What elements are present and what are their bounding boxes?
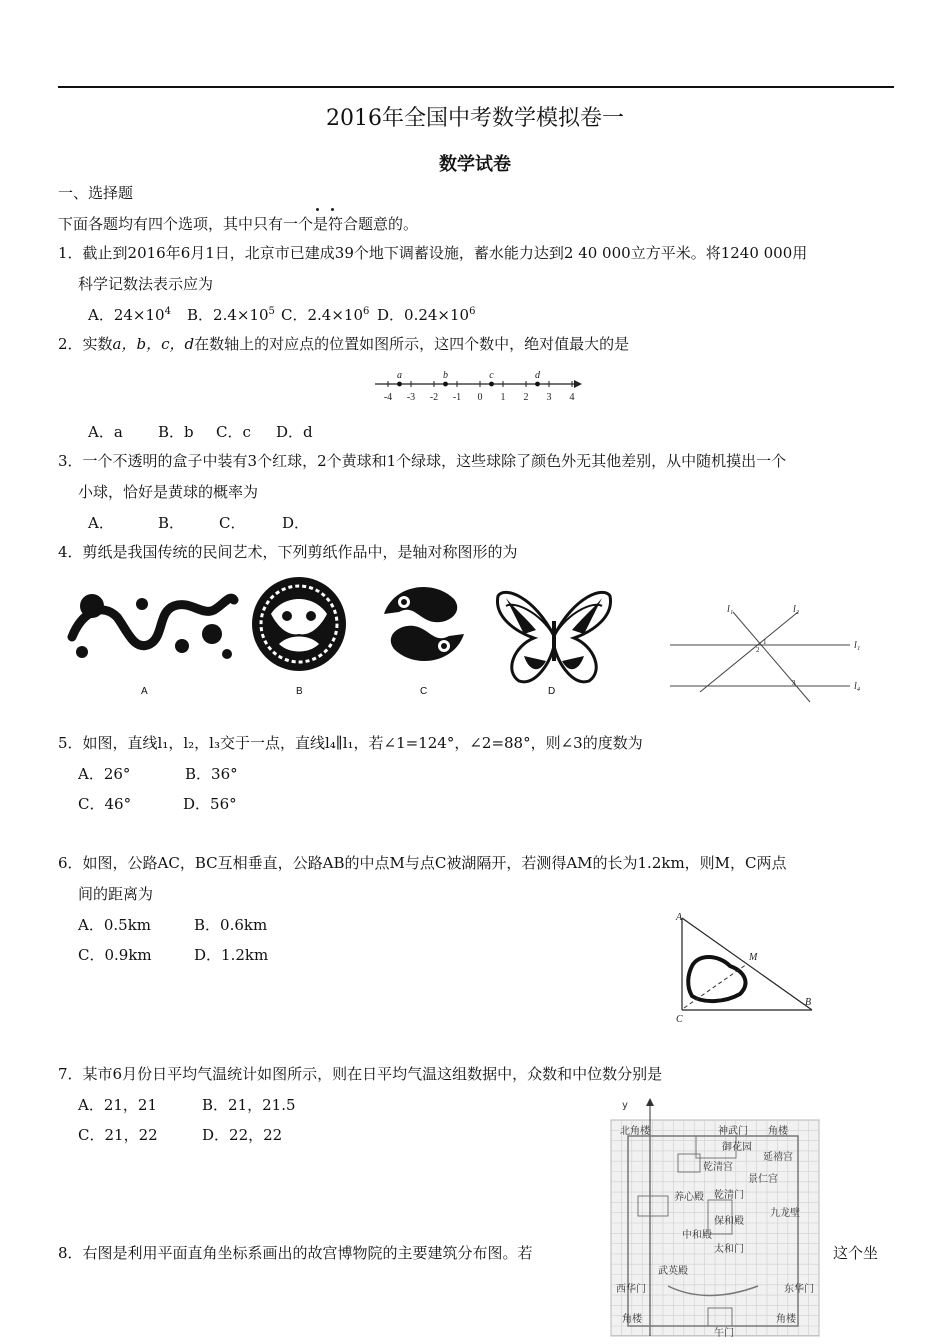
map-corner-se: 角楼 bbox=[776, 1314, 796, 1325]
q4-stem: 4．剪纸是我国传统的民间艺术，下列剪纸作品中，是轴对称图形的为 bbox=[58, 543, 518, 561]
label-l4-right: l₄ bbox=[854, 681, 861, 692]
q7-stem: 7．某市6月份日平均气温统计如图所示，则在日平均气温这组数据中，众数和中位数分别是 bbox=[58, 1065, 663, 1083]
map-wu-gate: 午门 bbox=[714, 1328, 734, 1339]
papercut-caption-c: C bbox=[420, 686, 428, 697]
line-l3 bbox=[733, 612, 810, 702]
q1-option-a[interactable] bbox=[88, 304, 171, 325]
q1-option-d-exp: 6 bbox=[469, 306, 476, 317]
map-jingren-palace: 景仁宫 bbox=[748, 1174, 778, 1185]
q1-option-c-exp: 6 bbox=[363, 306, 370, 317]
q7-option-b[interactable]: B．21，21.5 bbox=[202, 1096, 296, 1114]
q5-option-d[interactable]: D．56° bbox=[183, 795, 237, 813]
label-l1-right: l₁ bbox=[854, 640, 861, 651]
map-qianqing-gate: 乾清门 bbox=[714, 1190, 744, 1201]
q5-option-b[interactable]: B．36° bbox=[185, 765, 238, 783]
number-line-tick-label: -2 bbox=[429, 392, 439, 403]
q3-option-c[interactable]: C． bbox=[219, 514, 246, 532]
number-line-point-d bbox=[535, 382, 540, 387]
q5-option-a[interactable]: A．26° bbox=[78, 765, 131, 783]
label-l2-top: l₂ bbox=[793, 604, 800, 615]
q7-option-d[interactable]: D．22，22 bbox=[202, 1126, 283, 1144]
point-a-label: A bbox=[676, 912, 683, 923]
page-subtitle: 数学试卷 bbox=[439, 154, 511, 175]
q2-stem bbox=[58, 334, 629, 354]
section-instruction: 下面各题均有四个选项，其中只有一个是符合题意的。 bbox=[58, 215, 419, 233]
q3-option-b[interactable]: B． bbox=[158, 514, 185, 532]
q6-option-d[interactable]: D．1.2km bbox=[194, 946, 269, 964]
point-b-label: B bbox=[805, 997, 812, 1008]
q6-option-c[interactable]: C．0.9km bbox=[78, 946, 152, 964]
angle-2-label: 2 bbox=[756, 646, 760, 654]
number-line-point-label-c: c bbox=[489, 370, 494, 381]
number-line-point-c bbox=[489, 382, 494, 387]
angle-1-label: 1 bbox=[763, 638, 767, 646]
emphasis-dot bbox=[316, 208, 319, 211]
q1-option-a-text: A．24×10 bbox=[88, 306, 165, 324]
q2-stem-post: 在数轴上的对应点的位置如图所示，这四个数中，绝对值最大的是 bbox=[194, 335, 630, 353]
map-baohe-hall: 保和殿 bbox=[714, 1216, 744, 1227]
q3-stem-line2: 小球，恰好是黄球的概率为 bbox=[78, 483, 259, 501]
map-north-label: 北 bbox=[620, 1126, 630, 1137]
q6-option-a[interactable]: A．0.5km bbox=[78, 916, 152, 934]
intersecting-lines-figure bbox=[670, 600, 870, 705]
number-line-tick-label: 3 bbox=[546, 392, 552, 403]
number-line-figure bbox=[370, 367, 590, 411]
q2-option-a[interactable]: A．a bbox=[88, 423, 123, 441]
lake-triangle-figure bbox=[668, 910, 828, 1025]
q2-option-d[interactable]: D．d bbox=[276, 423, 313, 441]
q6-stem-line1: 6．如图，公路AC，BC互相垂直，公路AB的中点M与点C被湖隔开，若测得AM的长为1.2km，则M，C两点 bbox=[58, 854, 787, 872]
q1-option-b-exp: 5 bbox=[268, 306, 275, 317]
angle-3-label: 3 bbox=[792, 679, 796, 687]
number-line-tick-label: 2 bbox=[523, 392, 529, 403]
number-line-point-label-a: a bbox=[397, 370, 402, 381]
number-line-point-label-d: d bbox=[535, 370, 540, 381]
number-line-arrow bbox=[574, 380, 582, 388]
header-rule bbox=[58, 86, 894, 88]
map-donghua-gate: 东华门 bbox=[784, 1284, 814, 1295]
q5-stem: 5．如图，直线l₁，l₂，l₃交于一点，直线l₄∥l₁，若∠1=124°，∠2=88°，则∠3的度数为 bbox=[58, 734, 643, 752]
q2-stem-pre: 2．实数 bbox=[58, 335, 113, 353]
q1-option-a-exp: 4 bbox=[164, 306, 171, 317]
q3-option-a[interactable]: A． bbox=[88, 514, 114, 532]
map-taihe-gate: 太和门 bbox=[714, 1244, 744, 1255]
q2-option-b[interactable]: B．b bbox=[158, 423, 194, 441]
number-line-tick-label: -3 bbox=[406, 392, 416, 403]
q8-stem: 8．右图是利用平面直角坐标系画出的故宫博物院的主要建筑分布图。若 bbox=[58, 1244, 533, 1262]
q2-option-c[interactable]: C．c bbox=[216, 423, 251, 441]
map-zhonghe-hall: 中和殿 bbox=[682, 1230, 712, 1241]
q5-option-c[interactable]: C．46° bbox=[78, 795, 132, 813]
q7-option-a[interactable]: A．21，21 bbox=[78, 1096, 158, 1114]
point-c-label: C bbox=[676, 1014, 683, 1025]
q1-stem-line1: 1．截止到2016年6月1日，北京市已建成39个地下调蓄设施，蓄水能力达到2 40 000立方平米。将1240 000用 bbox=[58, 244, 808, 262]
papercut-fish-image bbox=[374, 574, 474, 674]
q2-stem-vars: a，b，c，d bbox=[112, 335, 195, 353]
number-line-point-b bbox=[443, 382, 448, 387]
map-qianqing-palace: 乾清宫 bbox=[703, 1162, 733, 1173]
q1-option-c[interactable] bbox=[281, 304, 369, 325]
number-line-tick-label: 4 bbox=[569, 392, 575, 403]
map-corner-sw: 角楼 bbox=[622, 1314, 642, 1325]
map-corner-nw: 角楼 bbox=[630, 1126, 650, 1137]
q3-option-d[interactable]: D． bbox=[282, 514, 310, 532]
map-yanxi-palace: 延禧宫 bbox=[763, 1152, 793, 1163]
number-line-point-a bbox=[397, 382, 402, 387]
map-axis-label: y bbox=[622, 1100, 628, 1111]
q1-option-b[interactable] bbox=[187, 304, 275, 325]
q1-option-b-text: B．2.4×10 bbox=[187, 306, 269, 324]
q1-option-d-text: D．0.24×10 bbox=[377, 306, 470, 324]
q7-option-c[interactable]: C．21，22 bbox=[78, 1126, 158, 1144]
papercut-caption-d: D bbox=[548, 686, 556, 697]
map-yuhua-garden: 御花园 bbox=[722, 1142, 752, 1153]
number-line-tick-label: -1 bbox=[452, 392, 462, 403]
q6-option-b[interactable]: B．0.6km bbox=[194, 916, 268, 934]
number-line-tick-label: 0 bbox=[477, 392, 483, 403]
papercut-round-image bbox=[249, 574, 349, 674]
forbidden-city-map bbox=[608, 1096, 823, 1340]
map-wuying-hall: 武英殿 bbox=[658, 1266, 688, 1277]
papercut-butterfly-image bbox=[494, 586, 614, 686]
line-l2 bbox=[700, 612, 798, 692]
map-xihua-gate: 西华门 bbox=[616, 1284, 646, 1295]
page-title: 2016年全国中考数学模拟卷一 bbox=[326, 106, 624, 131]
papercut-dragon-image bbox=[62, 582, 237, 672]
label-l1-top: l₁ bbox=[727, 604, 734, 615]
emphasis-dot bbox=[331, 208, 334, 211]
number-line-point-label-b: b bbox=[443, 370, 448, 381]
map-shenwu-gate: 神武门 bbox=[718, 1126, 748, 1137]
point-m-label: M bbox=[749, 952, 758, 963]
map-jiulong-wall: 九龙壁 bbox=[770, 1208, 800, 1219]
map-corner-ne: 角楼 bbox=[768, 1126, 788, 1137]
q6-stem-line2: 间的距离为 bbox=[78, 885, 154, 903]
q1-option-c-text: C．2.4×10 bbox=[281, 306, 363, 324]
section-heading: 一、选择题 bbox=[58, 184, 134, 202]
q8-stem-tail: 这个坐 bbox=[833, 1244, 879, 1262]
papercut-caption-a: A bbox=[141, 686, 148, 697]
q3-stem-line1: 3．一个不透明的盒子中装有3个红球，2个黄球和1个绿球，这些球除了颜色外无其他差别，从中随机摸出一个 bbox=[58, 452, 787, 470]
q1-stem-line2: 科学记数法表示应为 bbox=[78, 275, 214, 293]
number-line-tick-label: -4 bbox=[383, 392, 393, 403]
q1-option-d[interactable] bbox=[377, 304, 475, 325]
number-line-tick-label: 1 bbox=[500, 392, 506, 403]
map-yangxin-hall: 养心殿 bbox=[674, 1192, 704, 1203]
papercut-caption-b: B bbox=[296, 686, 303, 697]
